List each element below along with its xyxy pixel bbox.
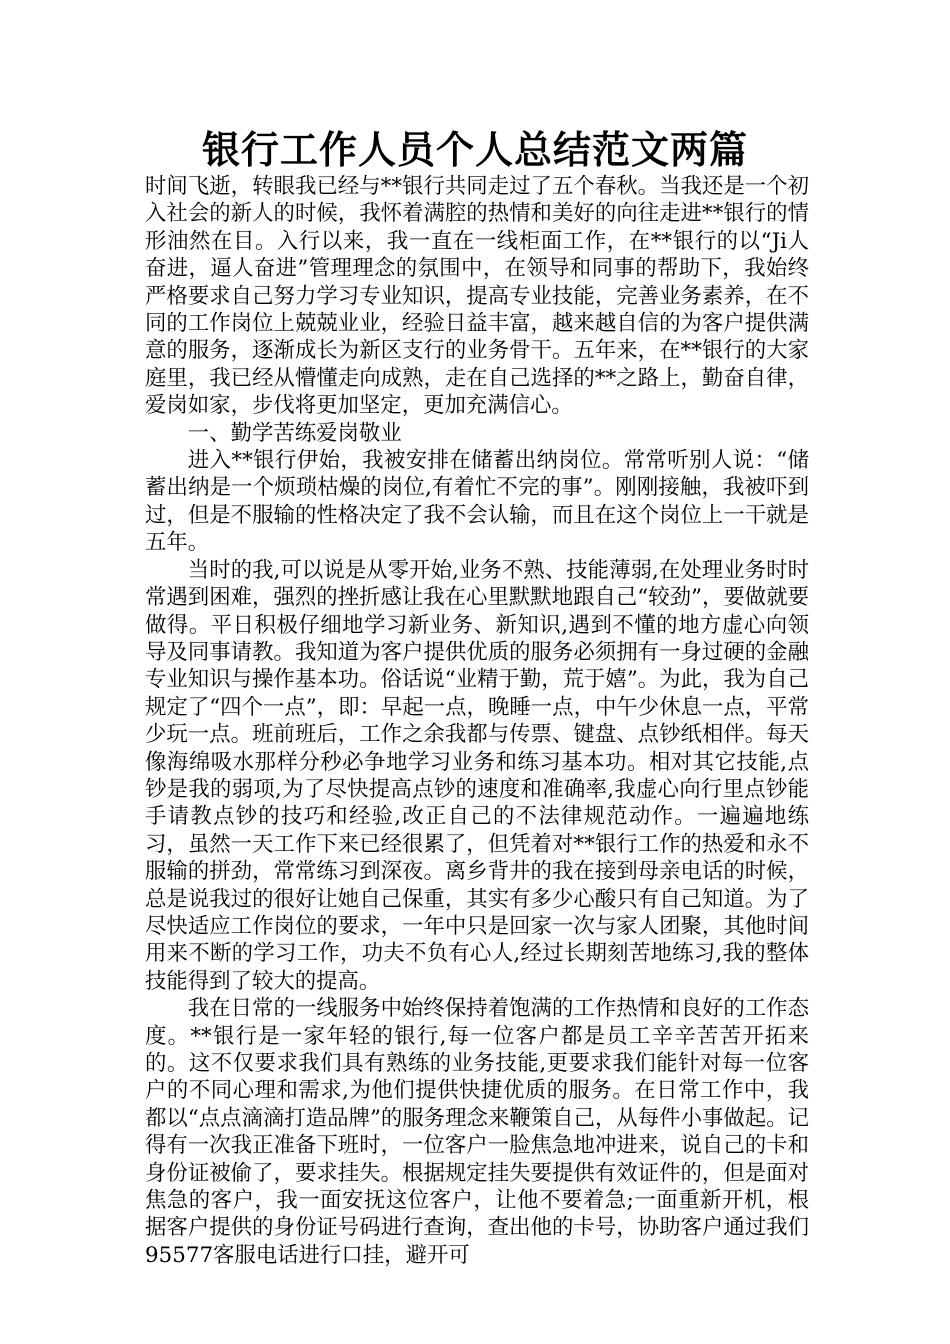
- document-body: [145, 173, 809, 1269]
- paragraph: 我在日常的一线服务中始终保持着饱满的工作热情和良好的工作态度。**银行是一家年轻的银行,每一位客户都是员工辛辛苦苦开拓来的。这不仅要求我们具有熟练的业务技能,更要求我们能针对每一位客户的不同心理和需求,为他们提供快捷优质的服务。在日常工作中，我都以“点点滴滴打造品牌”的服务理念来鞭策自己，从每件小事做起。记得有一次我正准备下班时，一位客户一脸焦急地冲进来，说自己的卡和身份证被偷了，要求挂失。根据规定挂失要提供有效证件的，但是面对焦急的客户，我一面安抚这位客户，让他不要着急;一面重新开机，根据客户提供的身份证号码进行查询，查出他的卡号，协助客户通过我们95577客服电话进行口挂，避开可: [145, 996, 809, 1268]
- document-title: 银行工作人员个人总结范文两篇: [201, 128, 748, 172]
- paragraph: 进入**银行伊始，我被安排在储蓄出纳岗位。常常听别人说：“储蓄出纳是一个烦琐枯燥的岗位,有着忙不完的事”。刚刚接触，我被吓到过，但是不服输的性格决定了我不会认输，而且在这个岗位上一干就是五年。: [145, 448, 809, 556]
- paragraph-intro: 时间飞逝，转眼我已经与**银行共同走过了五个春秋。当我还是一个初入社会的新人的时候，我怀着满腔的热情和美好的向往走进**银行的情形油然在目。入行以来，我一直在一线柜面工作，在**银行的以“Ji人奋进，逼人奋进”管理理念的氛围中，在领导和同事的帮助下，我始终严格要求自己努力学习专业知识，提高专业技能，完善业务素养，在不同的工作岗位上兢兢业业，经验日益丰富，越来越自信的为客户提供满意的服务，逐渐成长为新区支行的业务骨干。五年来，在**银行的大家庭里，我已经从懵懂走向成熟，走在自己选择的**之路上，勤奋自律，爱岗如家，步伐将更加坚定，更加充满信心。: [145, 174, 809, 419]
- paragraph: 当时的我,可以说是从零开始,业务不熟、技能薄弱,在处理业务时时常遇到困难，强烈的挫折感让我在心里默默地跟自己“较劲”，要做就要做得。平日积极仔细地学习新业务、新知识,遇到不懂的地方虚心向领导及同事请教。我知道为客户提供优质的服务必须拥有一身过硬的金融专业知识与操作基本功。俗话说“业精于勤，荒于嬉”。为此，我为自己规定了“四个一点”，即：早起一点，晚睡一点，中午少休息一点，平常少玩一点。班前班后，工作之余我都与传票、键盘、点钞纸相伴。每天像海绵吸水那样分秒必争地学习业务和练习基本功。相对其它技能,点钞是我的弱项,为了尽快提高点钞的速度和准确率,我虚心向行里点钞能手请教点钞的技巧和经验,改正自己的不法律规范动作。一遍遍地练习，虽然一天工作下来已经很累了，但凭着对**银行工作的热爱和永不服输的拼劲，常常练习到深夜。离乡背井的我在接到母亲电话的时候，总是说我过的很好让她自己保重，其实有多少心酸只有自己知道。为了尽快适应工作岗位的要求，一年中只是回家一次与家人团聚，其他时间用来不断的学习工作，功夫不负有心人,经过长期刻苦地练习,我的整体技能得到了较大的提高。: [145, 557, 809, 994]
- section-heading: 一、勤学苦练爱岗敬业: [187, 420, 402, 446]
